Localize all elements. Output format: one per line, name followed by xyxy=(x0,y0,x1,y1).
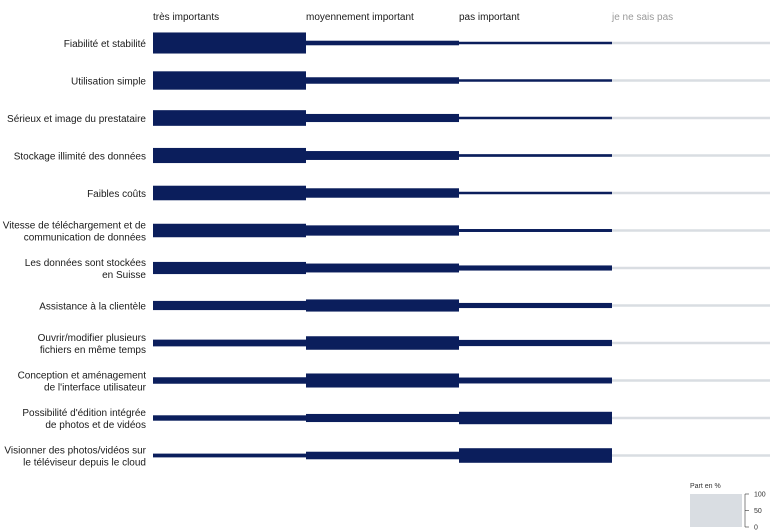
bar-4 xyxy=(612,154,770,157)
category-label: Faibles coûts xyxy=(87,189,146,200)
legend-tick-label: 50 xyxy=(754,508,762,515)
legend xyxy=(690,483,766,532)
chart-row xyxy=(64,32,770,53)
bar-3 xyxy=(459,378,612,384)
bar-2 xyxy=(306,336,459,350)
column-header: pas important xyxy=(459,12,520,23)
bar-1 xyxy=(153,415,306,420)
bar-4 xyxy=(612,267,770,270)
bar-2 xyxy=(306,264,459,273)
legend-tick-label: 0 xyxy=(754,524,758,532)
legend-tick-label: 100 xyxy=(754,491,766,499)
bar-2 xyxy=(306,225,459,235)
bar-3 xyxy=(459,340,612,346)
category-label: Visionner des photos/vidéos sur xyxy=(4,445,146,457)
category-label: Conception et aménagement xyxy=(17,370,146,382)
category-label: le téléviseur depuis le cloud xyxy=(23,457,146,469)
chart-row xyxy=(71,71,770,89)
bar-3 xyxy=(459,79,612,82)
category-label: Vitesse de téléchargement et de xyxy=(2,220,146,232)
category-label: Utilisation simple xyxy=(70,76,146,88)
bar-4 xyxy=(612,304,770,307)
bar-3 xyxy=(459,117,612,120)
chart-row xyxy=(87,186,770,201)
bar-4 xyxy=(612,192,770,195)
bar-2 xyxy=(306,41,459,46)
bar-3 xyxy=(459,192,612,195)
category-label: en Suisse xyxy=(102,270,146,281)
bar-1 xyxy=(153,110,306,126)
bar-4 xyxy=(612,229,770,232)
chart-row xyxy=(22,408,770,431)
bar-4 xyxy=(612,117,770,120)
bar-1 xyxy=(153,71,306,89)
category-label: Fiabilité et stabilité xyxy=(63,39,146,50)
category-label: de photos et de vidéos xyxy=(45,420,146,431)
category-label: fichiers en même temps xyxy=(39,345,146,356)
bar-3 xyxy=(459,448,612,463)
bar-4 xyxy=(612,79,770,82)
bar-1 xyxy=(153,148,306,163)
bar-4 xyxy=(612,417,770,420)
bar-2 xyxy=(306,414,459,422)
column-header: je ne sais pas xyxy=(612,12,674,23)
bar-2 xyxy=(306,373,459,387)
category-label: Possibilité d'édition intégrée xyxy=(22,408,146,419)
bar-2 xyxy=(306,77,459,83)
category-label: Stockage illimité des données xyxy=(13,151,146,163)
bar-1 xyxy=(153,301,306,310)
category-label: Ouvrir/modifier plusieurs xyxy=(37,333,146,344)
legend-swatch xyxy=(690,494,742,527)
chart-row xyxy=(7,110,770,126)
bar-1 xyxy=(153,377,306,383)
bar-2 xyxy=(306,188,459,197)
column-header: très importants xyxy=(153,12,220,23)
bar-1 xyxy=(153,32,306,53)
bar-1 xyxy=(153,340,306,347)
category-label: de l'interface utilisateur xyxy=(44,382,146,394)
chart-row xyxy=(39,299,770,312)
column-header: moyennement important xyxy=(306,12,414,23)
chart-row xyxy=(18,371,770,394)
bar-1 xyxy=(153,262,306,274)
bar-3 xyxy=(459,229,612,232)
bar-2 xyxy=(306,151,459,160)
chart-row xyxy=(4,446,770,469)
chart-row xyxy=(14,148,770,163)
chart-row xyxy=(25,258,770,281)
category-label: communication de données xyxy=(23,232,146,244)
bar-1 xyxy=(153,224,306,238)
bar-1 xyxy=(153,454,306,458)
chart-row xyxy=(3,221,770,244)
chart-row xyxy=(38,333,770,356)
category-label: Sérieux et image du prestataire xyxy=(7,114,146,125)
legend-title: Part en % xyxy=(690,483,721,490)
bar-3 xyxy=(459,265,612,270)
bar-2 xyxy=(306,452,459,460)
bar-4 xyxy=(612,379,770,382)
bar-3 xyxy=(459,154,612,157)
bar-4 xyxy=(612,42,770,45)
chart-rows xyxy=(3,32,770,468)
bar-3 xyxy=(459,303,612,308)
bar-3 xyxy=(459,42,612,45)
bar-4 xyxy=(612,342,770,345)
bar-3 xyxy=(459,412,612,424)
column-headers xyxy=(153,12,673,23)
bar-4 xyxy=(612,454,770,457)
bar-2 xyxy=(306,299,459,311)
bar-2 xyxy=(306,114,459,122)
category-label: Assistance à la clientèle xyxy=(39,301,146,313)
category-label: Les données sont stockées xyxy=(24,258,146,269)
bar-1 xyxy=(153,186,306,201)
